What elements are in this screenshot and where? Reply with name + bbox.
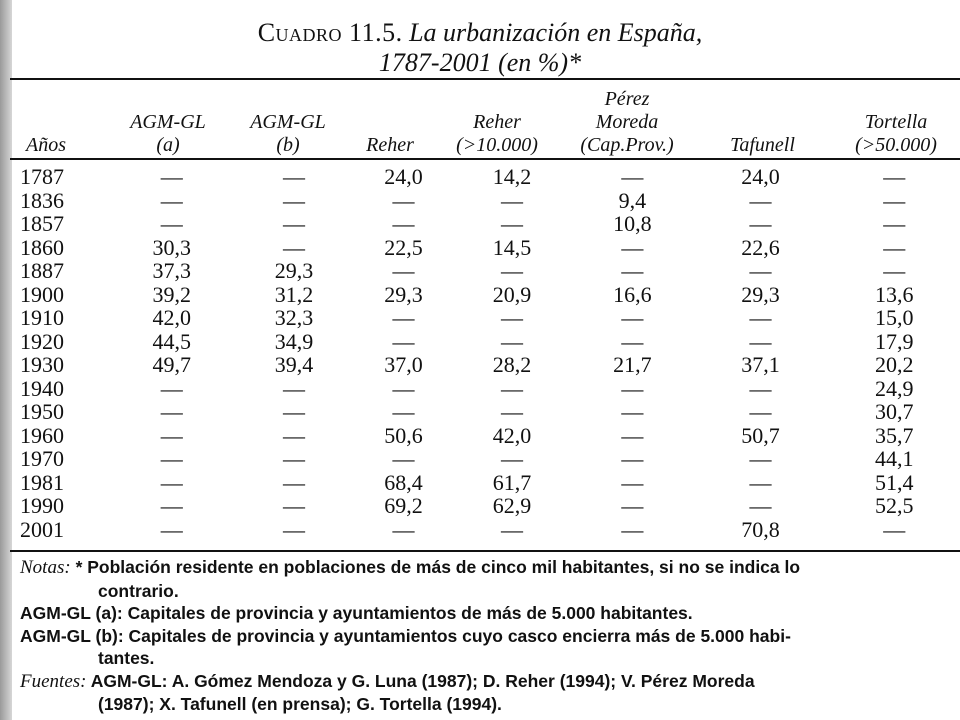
agm-gl-a-cell: 37,3	[152, 258, 192, 283]
table-row	[20, 259, 960, 283]
header-rule	[10, 158, 960, 160]
scan-edge	[0, 0, 12, 720]
table-row	[20, 353, 960, 377]
tafunell-cell: —	[749, 187, 772, 213]
tafunell-cell: 70,8	[741, 516, 780, 542]
year-cell: 1940	[20, 375, 64, 401]
reher-10000-cell: —	[500, 187, 523, 213]
tafunell-cell: —	[749, 328, 772, 354]
year-cell: 1836	[20, 187, 64, 213]
reher-cell: —	[392, 187, 415, 213]
tafunell-cell: —	[749, 305, 772, 330]
agm-gl-b-cell: —	[283, 375, 306, 401]
agm-gl-a-cell: —	[160, 446, 183, 471]
agm-gl-b-cell: —	[283, 469, 306, 495]
perez-moreda-cell: —	[621, 375, 644, 401]
tafunell-cell: —	[749, 469, 772, 495]
agm-gl-a-cell: 30,3	[152, 234, 192, 260]
reher-10000-cell: —	[500, 305, 523, 330]
header-reher: Reher	[366, 134, 414, 156]
tortella-cell: 44,1	[875, 446, 914, 471]
tafunell-cell: 24,0	[741, 164, 780, 189]
year-cell: 1860	[20, 234, 64, 260]
year-cell: 1950	[20, 399, 64, 424]
title-line-2: 1787-2001 (en %)*	[378, 48, 582, 77]
tortella-cell: —	[883, 516, 906, 542]
header-perez-moreda: Pérez Moreda (Cap.Prov.)	[580, 88, 674, 156]
perez-moreda-cell: —	[621, 469, 644, 495]
agm-gl-a-cell: —	[160, 211, 183, 236]
table-number: Cuadro 11.5.	[257, 18, 403, 47]
title-line-1: La urbanización en España,	[409, 18, 703, 47]
perez-moreda-cell: —	[621, 305, 644, 330]
tortella-cell: 13,6	[875, 281, 914, 307]
reher-cell: —	[392, 305, 415, 330]
reher-10000-cell: 61,7	[492, 469, 532, 495]
header-tafunell: Tafunell	[730, 134, 795, 156]
table-row	[20, 283, 960, 307]
table-row	[20, 424, 960, 448]
table-row	[20, 400, 960, 424]
perez-moreda-cell: 9,4	[618, 187, 647, 213]
perez-moreda-cell: —	[621, 164, 644, 189]
reher-cell: 69,2	[384, 493, 423, 518]
agm-gl-b-cell: 31,2	[274, 281, 314, 307]
reher-10000-cell: 42,0	[492, 422, 532, 448]
agm-gl-a-cell: —	[160, 164, 183, 189]
fuentes-line-2: (1987); X. Tafunell (en prensa); G. Tortella (1994).	[98, 694, 502, 714]
agm-gl-b-cell: —	[283, 446, 306, 471]
tortella-cell: 35,7	[875, 422, 914, 448]
header-tortella: Tortella (>50.000)	[855, 111, 937, 156]
perez-moreda-cell: 10,8	[613, 211, 652, 236]
reher-10000-cell: —	[500, 446, 523, 471]
year-cell: 1910	[20, 305, 64, 330]
agm-gl-b-cell: —	[283, 211, 306, 236]
tortella-cell: 52,5	[875, 493, 914, 518]
fuentes-text-1: AGM-GL: A. Gómez Mendoza y G. Luna (1987); D. Reher (1994); V. Pérez Moreda	[90, 670, 755, 691]
perez-moreda-cell: —	[621, 258, 644, 283]
reher-10000-cell: 14,5	[492, 234, 532, 260]
tortella-cell: —	[883, 187, 906, 213]
tortella-cell: 17,9	[875, 328, 914, 354]
tafunell-cell: 50,7	[741, 422, 780, 448]
agm-gl-b-cell: 34,9	[274, 328, 314, 354]
notas-line-2: contrario.	[98, 580, 179, 601]
reher-10000-cell: —	[500, 516, 523, 542]
tafunell-cell: 22,6	[741, 234, 780, 260]
perez-moreda-cell: —	[621, 399, 644, 424]
tafunell-cell: —	[749, 375, 772, 401]
reher-10000-cell: 28,2	[492, 352, 532, 377]
reher-cell: 24,0	[384, 164, 423, 189]
bottom-rule	[10, 550, 960, 552]
reher-10000-cell: 20,9	[492, 281, 532, 307]
table-row	[20, 306, 960, 330]
agm-gl-a-cell: 44,5	[152, 328, 192, 354]
notas-label: Notas:	[20, 557, 71, 578]
agm-gl-a-cell: —	[160, 375, 183, 401]
tafunell-cell: —	[749, 211, 772, 236]
perez-moreda-cell: 21,7	[613, 352, 652, 377]
tortella-cell: 24,9	[875, 375, 914, 401]
table-row	[20, 518, 960, 542]
fuentes-line-1	[20, 670, 950, 694]
year-cell: 1920	[20, 328, 64, 354]
header-years: Años	[26, 134, 66, 156]
agm-gl-b-cell: —	[283, 187, 306, 213]
year-cell: 1990	[20, 493, 64, 518]
agm-gl-a-cell: 49,7	[152, 352, 192, 377]
tortella-cell: 15,0	[875, 305, 914, 330]
perez-moreda-cell: —	[621, 516, 644, 542]
year-cell: 1900	[20, 281, 64, 307]
year-cell: 1787	[20, 164, 64, 189]
perez-moreda-cell: —	[621, 234, 644, 260]
notes-block	[20, 556, 950, 716]
urbanization-table	[20, 165, 960, 541]
header-agm-gl-a: AGM-GL (a)	[130, 111, 206, 156]
reher-10000-cell: —	[500, 258, 523, 283]
tafunell-cell: 29,3	[741, 281, 780, 307]
table-row	[20, 330, 960, 354]
agm-gl-a-note: AGM-GL (a): Capitales de provincia y ayuntamientos de más de 5.000 habitantes.	[20, 603, 693, 623]
table-row	[20, 471, 960, 495]
reher-cell: 22,5	[384, 234, 423, 260]
table-title	[0, 18, 960, 78]
agm-gl-b-cell: —	[283, 493, 306, 518]
tafunell-cell: —	[749, 493, 772, 518]
header-reher-10000: Reher (>10.000)	[456, 111, 538, 156]
header-agm-gl-b: AGM-GL (b)	[250, 111, 326, 156]
agm-gl-b-cell: —	[283, 399, 306, 424]
reher-cell: —	[392, 375, 415, 401]
top-rule	[10, 78, 960, 80]
perez-moreda-cell: —	[621, 446, 644, 471]
year-cell: 2001	[20, 516, 64, 542]
agm-gl-b-cell: —	[283, 422, 306, 448]
reher-10000-cell: —	[500, 328, 523, 354]
reher-cell: —	[392, 211, 415, 236]
agm-gl-a-cell: —	[160, 516, 183, 542]
table-row	[20, 212, 960, 236]
agm-gl-b-cell: 32,3	[274, 305, 314, 330]
reher-cell: —	[392, 516, 415, 542]
tortella-cell: —	[883, 234, 906, 260]
table-row	[20, 494, 960, 518]
agm-gl-b-cell: 29,3	[274, 258, 314, 283]
reher-10000-cell: 62,9	[492, 493, 532, 518]
year-cell: 1887	[20, 258, 64, 283]
table-row	[20, 377, 960, 401]
reher-cell: 68,4	[384, 469, 423, 495]
agm-gl-b-note-1: AGM-GL (b): Capitales de provincia y ayuntamientos cuyo casco encierra más de 5.000 habi-	[20, 625, 791, 646]
agm-gl-a-cell: 42,0	[152, 305, 192, 330]
reher-cell: 37,0	[384, 352, 423, 377]
tortella-cell: —	[883, 211, 906, 236]
perez-moreda-cell: —	[621, 493, 644, 518]
year-cell: 1970	[20, 446, 64, 471]
agm-gl-a-cell: —	[160, 187, 183, 213]
tafunell-cell: 37,1	[741, 352, 780, 377]
reher-cell: 29,3	[384, 281, 423, 307]
tafunell-cell: —	[749, 446, 772, 471]
reher-cell: —	[392, 328, 415, 354]
year-cell: 1981	[20, 469, 64, 495]
year-cell: 1857	[20, 211, 64, 236]
reher-cell: —	[392, 446, 415, 471]
agm-gl-a-cell: —	[160, 469, 183, 495]
tortella-cell: —	[883, 164, 906, 189]
perez-moreda-cell: —	[621, 422, 644, 448]
year-cell: 1930	[20, 352, 64, 377]
perez-moreda-cell: —	[621, 328, 644, 354]
tafunell-cell: —	[749, 399, 772, 424]
table-row	[20, 165, 960, 189]
notas-line-1	[20, 556, 950, 580]
agm-gl-b-cell: 39,4	[274, 352, 314, 377]
tortella-cell: 51,4	[875, 469, 914, 495]
perez-moreda-cell: 16,6	[613, 281, 652, 307]
agm-gl-b-note-2: tantes.	[98, 648, 155, 668]
agm-gl-b-cell: —	[283, 516, 306, 542]
tafunell-cell: —	[749, 258, 772, 283]
reher-cell: —	[392, 399, 415, 424]
reher-10000-cell: —	[500, 399, 523, 424]
tortella-cell: —	[883, 258, 906, 283]
notas-text-1: * Población residente en poblaciones de más de cinco mil habitantes, si no se indica lo	[75, 557, 801, 577]
agm-gl-b-cell: —	[283, 164, 306, 189]
agm-gl-a-cell: —	[160, 493, 183, 518]
reher-10000-cell: —	[500, 375, 523, 401]
agm-gl-a-cell: —	[160, 422, 183, 448]
agm-gl-b-cell: —	[283, 234, 306, 260]
agm-gl-a-cell: 39,2	[152, 281, 192, 307]
year-cell: 1960	[20, 422, 64, 448]
tortella-cell: 30,7	[875, 399, 914, 424]
reher-10000-cell: —	[500, 211, 523, 236]
table-row	[20, 447, 960, 471]
agm-gl-a-cell: —	[160, 399, 183, 424]
tortella-cell: 20,2	[875, 352, 914, 377]
table-row	[20, 189, 960, 213]
fuentes-label: Fuentes:	[20, 670, 87, 692]
reher-10000-cell: 14,2	[492, 164, 532, 189]
reher-cell: —	[392, 258, 415, 283]
reher-cell: 50,6	[384, 422, 423, 448]
table-row	[20, 236, 960, 260]
